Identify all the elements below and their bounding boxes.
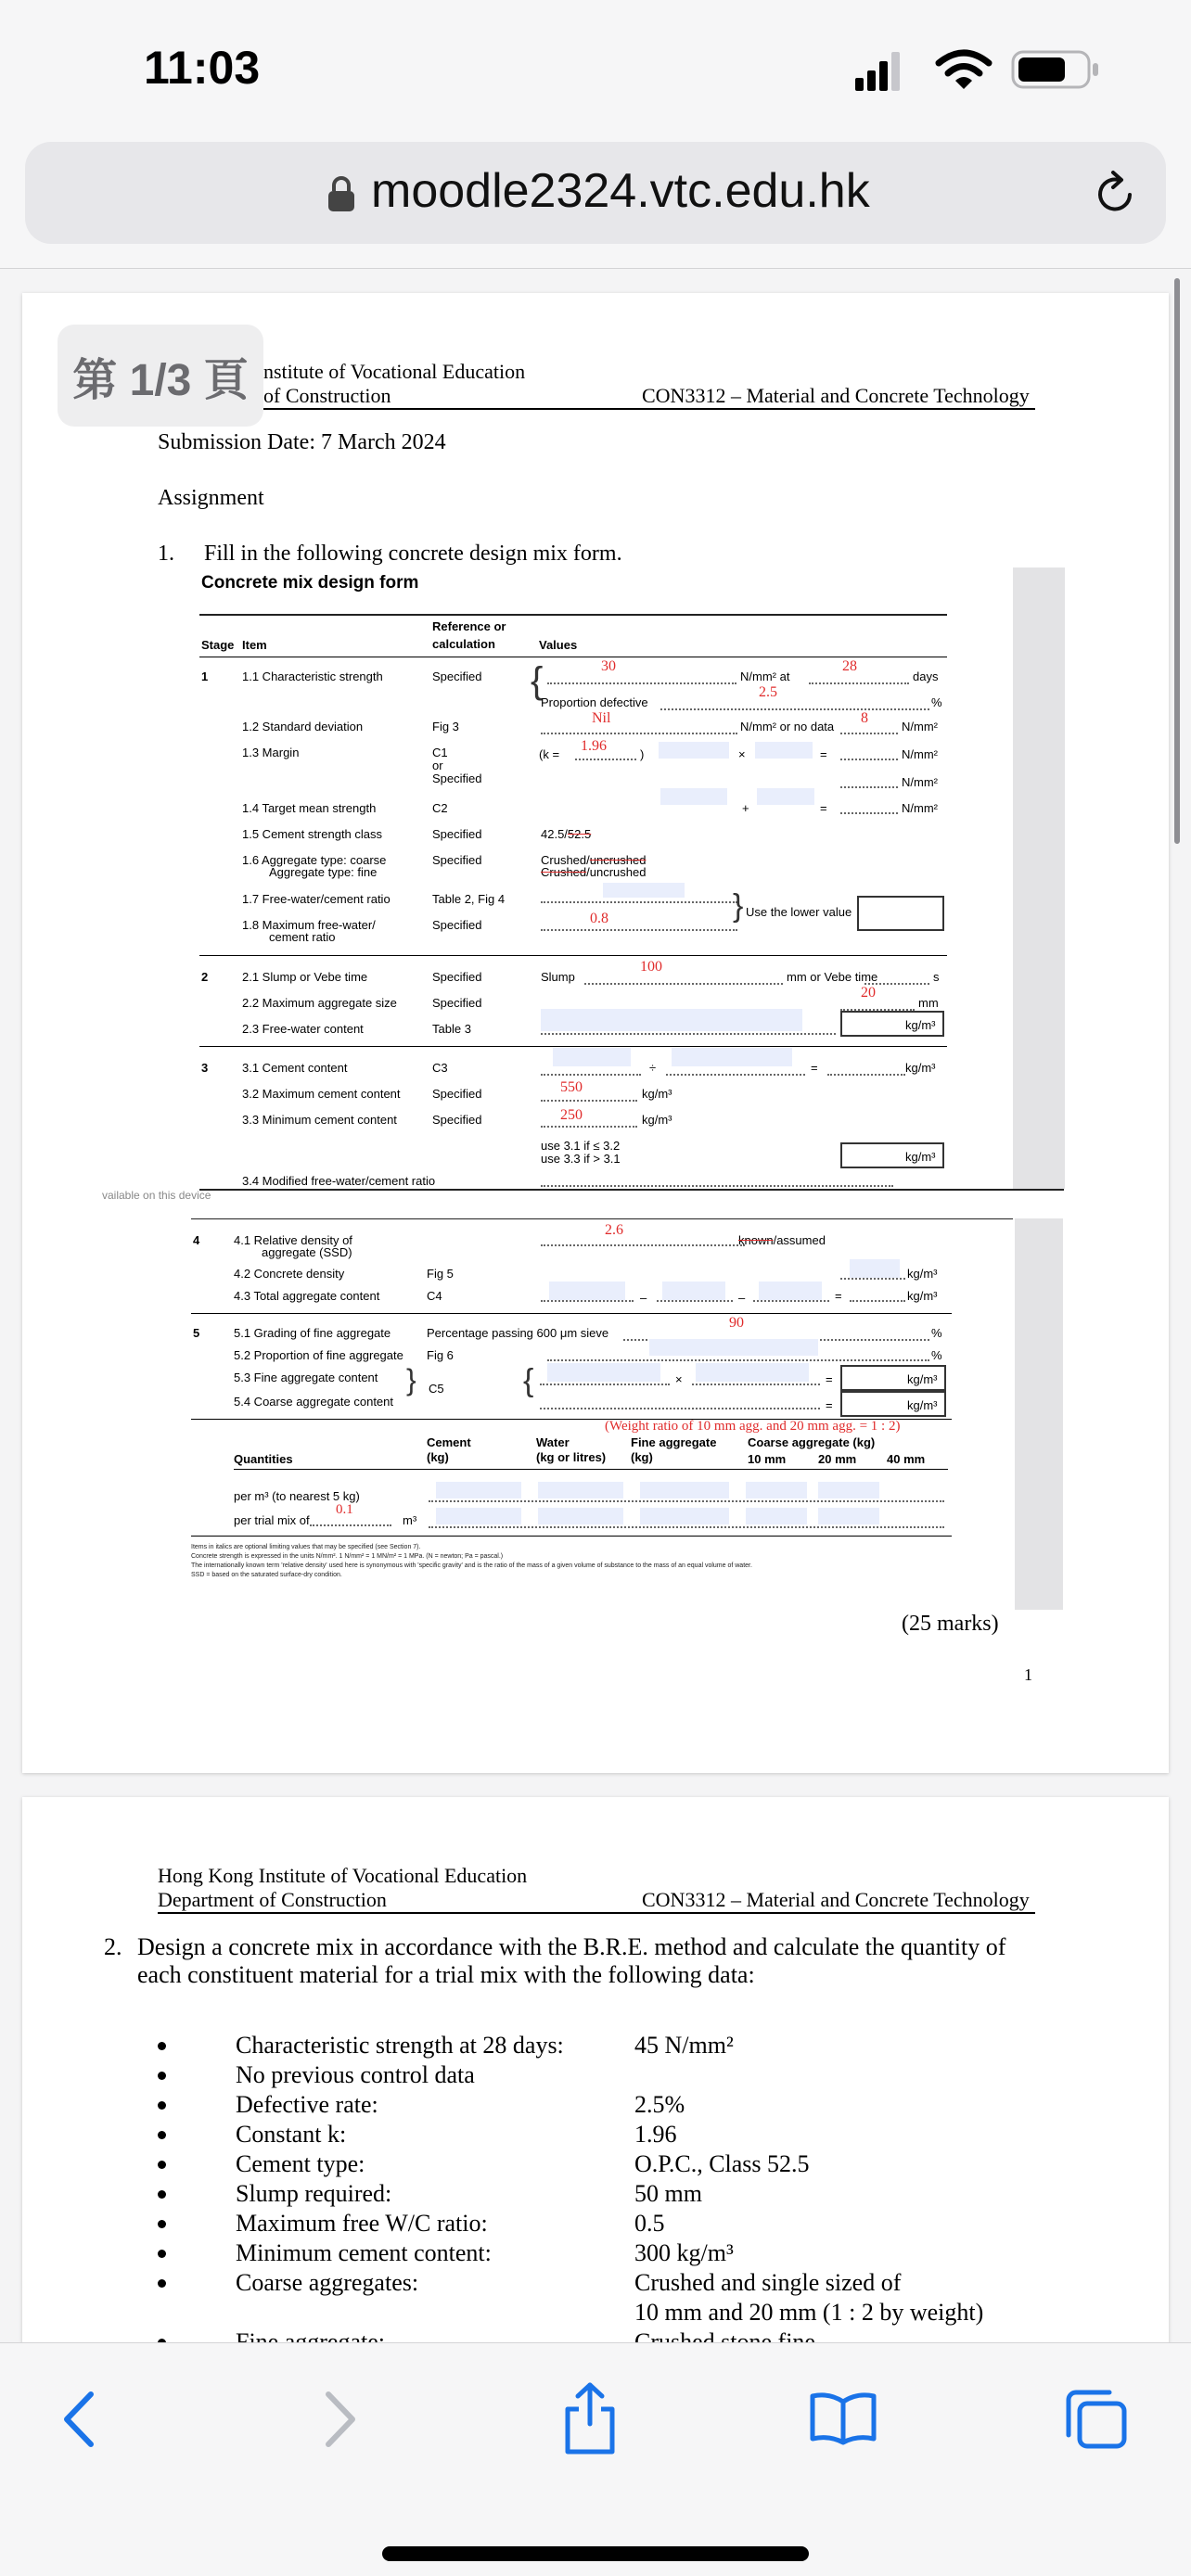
input-std-dev-2[interactable] <box>840 733 898 734</box>
answer-min-cement: 250 <box>560 1107 583 1123</box>
input-fine-b-line[interactable] <box>692 1384 820 1385</box>
input-tac-c-line[interactable] <box>753 1300 829 1302</box>
unit-cement-result: kg/m³ <box>905 1150 936 1164</box>
bullet <box>158 2161 166 2169</box>
ref-2-1: Specified <box>432 970 482 984</box>
footnote-2: Concrete strength is expressed in the units N/mm². 1 N/mm² = 1 MN/m² = 1 MPa. (N = newton; Pa = pascal.) <box>191 1553 504 1560</box>
qty-cement-unit: (kg) <box>427 1450 449 1464</box>
unit-no-data: N/mm² or no data <box>740 720 835 733</box>
ref-3-3: Specified <box>432 1113 482 1127</box>
item-1-4: 1.4 Target mean strength <box>242 801 377 815</box>
ref-2-2: Specified <box>432 996 482 1010</box>
k-close: ) <box>640 747 645 761</box>
input-tms-a[interactable] <box>660 788 727 805</box>
cement-divide: ÷ <box>649 1061 657 1075</box>
unit-fine: kg/m³ <box>907 1372 938 1386</box>
bullet <box>158 2131 166 2139</box>
stage-2-rule <box>199 1046 947 1047</box>
item-value: 0.5 <box>634 2210 665 2237</box>
stage-2: 2 <box>201 970 209 984</box>
input-k[interactable] <box>575 759 636 760</box>
cement-class-42: 42.5/ <box>541 827 568 841</box>
qty-water: Water <box>536 1435 570 1449</box>
question-1-number: 1. <box>158 542 174 566</box>
margin-times: × <box>738 747 746 761</box>
input-free-water-a[interactable] <box>541 1009 802 1031</box>
input-tac-b-line[interactable] <box>657 1300 733 1302</box>
item-1-5: 1.5 Cement strength class <box>242 827 383 841</box>
reload-icon[interactable] <box>1091 167 1141 219</box>
input-qty-10-m3[interactable] <box>746 1482 807 1498</box>
item-2-3: 2.3 Free-water content <box>242 1022 364 1036</box>
agg-fine-crushed: Crushed <box>541 865 587 879</box>
answer-char-strength: 30 <box>601 658 616 674</box>
input-free-water[interactable] <box>541 1033 836 1035</box>
p2-header-course: CON3312 – Material and Concrete Technology <box>642 1888 1030 1911</box>
p2-header-institute: Hong Kong Institute of Vocational Education <box>158 1864 528 1887</box>
agg-fine <box>541 865 646 879</box>
cellular-signal-icon <box>855 48 902 91</box>
item-label: Coarse aggregates: <box>236 2269 419 2296</box>
input-max-cement[interactable] <box>541 1100 637 1102</box>
tms-plus: + <box>742 801 749 815</box>
input-rel-density[interactable] <box>541 1244 745 1246</box>
slump-label: Slump <box>541 970 575 984</box>
answer-std-dev-2: 8 <box>861 710 868 726</box>
stage-1: 1 <box>201 670 209 683</box>
item-label: Constant k: <box>236 2121 347 2148</box>
unit-cement: kg/m³ <box>905 1061 936 1075</box>
input-fine-a[interactable] <box>547 1363 660 1382</box>
input-char-strength[interactable] <box>547 682 736 684</box>
p2-header-department: Department of Construction <box>158 1888 387 1911</box>
bullet <box>158 2279 166 2288</box>
ref-3-2: Specified <box>432 1087 482 1101</box>
ref-4-3: C4 <box>427 1289 442 1303</box>
answer-k: 1.96 <box>581 738 607 754</box>
input-density[interactable] <box>850 1259 900 1278</box>
unit-mm: mm <box>918 996 939 1010</box>
ref-1-7: Table 2, Fig 4 <box>432 892 506 906</box>
input-qty-20-m3[interactable] <box>818 1482 879 1498</box>
form-title: Concrete mix design form <box>201 573 419 593</box>
unit-min-cement: kg/m³ <box>642 1113 672 1127</box>
unit-passing: % <box>931 1326 942 1340</box>
fine-times: × <box>675 1372 683 1386</box>
input-qty-10-trial[interactable] <box>746 1508 807 1524</box>
qty-40mm: 40 mm <box>887 1452 926 1466</box>
stage-4-rule <box>191 1313 952 1314</box>
ref-3-1: C3 <box>432 1061 448 1075</box>
agg-fine-uncrushed: /uncrushed <box>586 865 647 879</box>
answer-rel-density: 2.6 <box>605 1222 623 1238</box>
brace-5: } <box>406 1363 416 1396</box>
ref-1-4: C2 <box>432 801 448 815</box>
unit-proportion: % <box>931 1348 942 1362</box>
col-reference: Reference or calculation <box>432 619 506 651</box>
unit-nmm2-at: N/mm² at <box>740 670 790 683</box>
input-qty-20-trial[interactable] <box>818 1508 879 1524</box>
page-number: 1 <box>1024 1665 1032 1684</box>
header-course: CON3312 – Material and Concrete Technology <box>642 384 1030 407</box>
assignment-heading: Assignment <box>158 486 264 510</box>
input-density-line[interactable] <box>840 1278 905 1280</box>
input-slump[interactable] <box>584 983 783 985</box>
bullet <box>158 2190 166 2199</box>
question-1-text: Fill in the following concrete design mix form. <box>204 542 622 566</box>
ref-1-3-or: or <box>432 759 443 772</box>
ref-4-2: Fig 5 <box>427 1267 454 1281</box>
qty-bottom-rule <box>191 1536 952 1537</box>
input-qty-cement-trial[interactable] <box>436 1508 521 1524</box>
input-tac-b[interactable] <box>662 1282 725 1300</box>
input-qty-fine-trial[interactable] <box>640 1508 729 1524</box>
stage-3: 3 <box>201 1061 209 1075</box>
input-tms-c[interactable] <box>840 812 898 814</box>
ref-5-2: Fig 6 <box>427 1348 454 1362</box>
scan-margin-2 <box>1015 1218 1063 1610</box>
scrollbar-thumb[interactable] <box>1174 278 1180 844</box>
item-value: 45 N/mm² <box>634 2032 734 2059</box>
ref-1-5: Specified <box>432 827 482 841</box>
url-text[interactable]: moodle2324.vtc.edu.hk <box>371 164 870 218</box>
item-3-4: 3.4 Modified free-water/cement ratio <box>242 1174 436 1188</box>
bullet <box>158 2220 166 2228</box>
margin-equals: = <box>820 747 827 761</box>
unit-density: kg/m³ <box>907 1267 938 1281</box>
input-tac-c[interactable] <box>759 1282 822 1300</box>
qty-coarse: Coarse aggregate (kg) <box>748 1435 876 1449</box>
scan-seam-top <box>199 1189 1064 1191</box>
unit-max-cement: kg/m³ <box>642 1087 672 1101</box>
input-std-dev[interactable] <box>541 733 737 734</box>
qty-fine: Fine aggregate <box>631 1435 717 1449</box>
col-item: Item <box>242 638 267 652</box>
input-cement-a[interactable] <box>553 1048 631 1066</box>
answer-trial: 0.1 <box>336 1502 353 1517</box>
use-lower: Use the lower value <box>746 905 852 919</box>
item-4-3: 4.3 Total aggregate content <box>234 1289 380 1303</box>
qty-10mm: 10 mm <box>748 1452 787 1466</box>
answer-max-wc: 0.8 <box>590 911 608 926</box>
item-4-1: 4.1 Relative density of <box>234 1233 352 1247</box>
item-value-cont: 10 mm and 20 mm (1 : 2 by weight) <box>634 2299 984 2326</box>
input-modified-wc[interactable] <box>541 1185 893 1187</box>
input-tac-d[interactable] <box>850 1300 905 1302</box>
item-label: Characteristic strength at 28 days: <box>236 2032 564 2059</box>
answer-days: 28 <box>842 658 857 674</box>
input-proportion-fine[interactable] <box>649 1339 818 1356</box>
assumed-label: /assumed <box>773 1233 826 1247</box>
item-label: Maximum free W/C ratio: <box>236 2210 488 2237</box>
unit-margin: N/mm² <box>902 747 938 761</box>
home-indicator[interactable] <box>382 2546 809 2561</box>
col-stage: Stage <box>201 638 235 652</box>
brace-5-right: { <box>523 1363 534 1398</box>
answer-passing: 90 <box>729 1315 744 1331</box>
item-label: Minimum cement content: <box>236 2239 492 2266</box>
item-label: Cement type: <box>236 2150 365 2177</box>
item-1-6: 1.6 Aggregate type: coarse <box>242 853 387 867</box>
question-2-text-2: each constituent material for a trial mix with the following data: <box>137 1961 755 1988</box>
wifi-icon <box>935 48 992 91</box>
item-2-2: 2.2 Maximum aggregate size <box>242 996 397 1010</box>
item-1-6b: Aggregate type: fine <box>269 865 378 879</box>
ref-1-1: Specified <box>432 670 482 683</box>
item-1-2: 1.2 Standard deviation <box>242 720 364 733</box>
tac-equals: = <box>835 1289 842 1303</box>
item-4-2: 4.2 Concrete density <box>234 1267 345 1281</box>
bottom-toolbar <box>0 2342 1191 2576</box>
item-1-7: 1.7 Free-water/cement ratio <box>242 892 391 906</box>
ratio-note: (Weight ratio of 10 mm agg. and 20 mm agg. = 1 : 2) <box>605 1419 901 1434</box>
input-qty-fine-m3[interactable] <box>640 1482 729 1498</box>
input-days[interactable] <box>809 682 909 684</box>
qty-water-unit: (kg or litres) <box>536 1450 607 1464</box>
item-2-1: 2.1 Slump or Vebe time <box>242 970 368 984</box>
input-cement-a-line[interactable] <box>541 1074 641 1076</box>
back-icon[interactable] <box>61 2391 98 2448</box>
per-m3-line[interactable] <box>429 1500 944 1502</box>
unit-nmm2-b: N/mm² <box>902 720 938 733</box>
agg-coarse-uncrushed: uncrushed <box>589 853 647 867</box>
stage-1-rule <box>199 955 947 956</box>
per-trial-unit: m³ <box>403 1513 417 1527</box>
answer-slump: 100 <box>640 959 662 975</box>
input-wc[interactable] <box>541 901 737 903</box>
question-2-text-1: Design a concrete mix in accordance with the B.R.E. method and calculate the quantity of <box>137 1933 1006 1960</box>
answer-defective: 2.5 <box>759 684 777 700</box>
bullet <box>158 2101 166 2110</box>
item-value: 50 mm <box>634 2180 702 2207</box>
k-label: (k = <box>539 747 560 761</box>
p2-header-rule <box>158 1912 1035 1914</box>
item-5-2: 5.2 Proportion of fine aggregate <box>234 1348 403 1362</box>
qty-20mm: 20 mm <box>818 1452 857 1466</box>
qty-fine-unit: (kg) <box>631 1450 653 1464</box>
answer-std-dev: Nil <box>592 710 611 726</box>
input-tac-a[interactable] <box>549 1282 625 1300</box>
input-cement-b[interactable] <box>672 1048 792 1066</box>
unit-margin-2: N/mm² <box>902 775 938 789</box>
brace-1-1: { <box>531 660 544 701</box>
input-trial[interactable] <box>310 1524 391 1526</box>
input-qty-cement-m3[interactable] <box>436 1482 521 1498</box>
proportion-defective: Proportion defective <box>541 695 648 709</box>
item-5-4: 5.4 Coarse aggregate content <box>234 1395 394 1409</box>
use-rule-1: use 3.1 if ≤ 3.2 <box>541 1139 621 1153</box>
item-1-3: 1.3 Margin <box>242 746 300 759</box>
unit-tac: kg/m³ <box>907 1289 938 1303</box>
item-value: 300 kg/m³ <box>634 2239 734 2266</box>
unit-days: days <box>913 670 939 683</box>
input-tac-a-line[interactable] <box>541 1300 634 1302</box>
answer-max-agg: 20 <box>861 985 876 1001</box>
footnotes <box>191 1543 1007 1580</box>
unit-coarse: kg/m³ <box>907 1398 938 1412</box>
page-indicator: 第 1/3 頁 <box>58 325 263 427</box>
qty-rule <box>234 1469 948 1470</box>
ref-2-3: Table 3 <box>432 1022 471 1036</box>
cement-class-52: 52.5 <box>567 827 592 841</box>
footnote-1: Items in italics are optional limiting values that may be specified (see Section 7). <box>191 1544 421 1550</box>
ref-1-8: Specified <box>432 918 482 932</box>
item-1-1: 1.1 Characteristic strength <box>242 670 383 683</box>
input-margin-b[interactable] <box>755 742 813 759</box>
input-qty-water-trial[interactable] <box>538 1508 623 1524</box>
item-label: Defective rate: <box>236 2091 378 2118</box>
unit-s: s <box>933 970 940 984</box>
input-margin-c[interactable] <box>840 759 898 760</box>
item-4-1b: aggregate (SSD) <box>262 1245 352 1259</box>
stage-5: 5 <box>193 1326 200 1340</box>
input-max-wc[interactable] <box>541 929 737 931</box>
tms-equals: = <box>820 801 827 815</box>
cement-equals: = <box>811 1061 818 1075</box>
form-top-rule <box>199 614 947 616</box>
item-value: Crushed and single sized of <box>634 2269 902 2296</box>
item-value: O.P.C., Class 52.5 <box>634 2150 810 2177</box>
input-cement-b-line[interactable] <box>666 1074 805 1076</box>
bullet <box>158 2250 166 2258</box>
tac-minus-1: – <box>640 1291 647 1305</box>
lock-icon <box>327 174 356 213</box>
input-defective[interactable] <box>660 708 929 710</box>
ref-5-3: C5 <box>429 1382 444 1396</box>
per-trial-line[interactable] <box>429 1526 944 1528</box>
per-m3: per m³ (to nearest 5 kg) <box>234 1489 360 1503</box>
scan-margin <box>1013 567 1065 1189</box>
unit-free-water: kg/m³ <box>905 1018 936 1032</box>
ref-5-1: Percentage passing 600 μm sieve <box>427 1326 609 1340</box>
item-1-8b: cement ratio <box>269 930 336 944</box>
input-margin-a[interactable] <box>659 742 729 759</box>
footnote-3: The internationally known term 'relative density' used here is synonymous with 'specific gravity' and is the ratio of the mass of a given volume of substance to the mass of an equal volume of water. <box>191 1562 752 1569</box>
status-time: 11:03 <box>144 42 261 94</box>
input-proportion-line[interactable] <box>547 1359 929 1361</box>
input-qty-water-m3[interactable] <box>538 1482 623 1498</box>
qty-cement: Cement <box>427 1435 471 1449</box>
input-wc-result[interactable] <box>857 896 944 931</box>
item-label: No previous control data <box>236 2061 475 2088</box>
item-3-1: 3.1 Cement content <box>242 1061 348 1075</box>
item-1-8: 1.8 Maximum free-water/ <box>242 918 376 932</box>
item-5-1: 5.1 Grading of fine aggregate <box>234 1326 391 1340</box>
item-label: Slump required: <box>236 2180 392 2207</box>
input-min-cement[interactable] <box>541 1126 637 1128</box>
input-margin-d[interactable] <box>840 786 898 788</box>
stage-4: 4 <box>193 1233 200 1247</box>
agg-coarse-crushed: Crushed/ <box>541 853 590 867</box>
tabs-icon[interactable] <box>1063 2389 1128 2450</box>
brace-1-7: } <box>733 888 744 924</box>
ref-1-6: Specified <box>432 853 482 867</box>
footnote-4: SSD = based on the saturated surface-dry condition. <box>191 1572 342 1578</box>
clipped-notice: vailable on this device <box>102 1189 211 1202</box>
quantities-label: Quantities <box>234 1452 293 1466</box>
item-value: 1.96 <box>634 2121 677 2148</box>
input-cement-c[interactable] <box>827 1074 905 1076</box>
input-wc-a[interactable] <box>603 883 685 898</box>
question-2-number: 2. <box>104 1933 122 1960</box>
bullet <box>158 2042 166 2050</box>
ref-1-2: Fig 3 <box>432 720 459 733</box>
submission-date: Submission Date: 7 March 2024 <box>158 430 446 454</box>
coarse-equals: = <box>826 1398 833 1412</box>
unit-tms: N/mm² <box>902 801 938 815</box>
header-institute: nstitute of Vocational Education <box>263 360 526 383</box>
item-5-3: 5.3 Fine aggregate content <box>234 1371 378 1384</box>
input-fine-a-line[interactable] <box>540 1384 670 1385</box>
col-values: Values <box>539 638 578 652</box>
ref-1-3: C1 <box>432 746 448 759</box>
item-value: 2.5% <box>634 2091 685 2118</box>
unit-percent: % <box>931 695 942 709</box>
tac-minus-2: – <box>738 1291 746 1305</box>
header-department: of Construction <box>263 384 391 407</box>
item-3-2: 3.2 Maximum cement content <box>242 1087 401 1101</box>
use-rule-2: use 3.3 if > 3.1 <box>541 1152 621 1166</box>
per-trial: per trial mix of <box>234 1513 310 1527</box>
share-icon[interactable] <box>562 2381 618 2455</box>
unit-vebe: mm or Vebe time <box>787 970 878 984</box>
input-coarse[interactable] <box>540 1408 820 1409</box>
input-tms-b[interactable] <box>757 788 814 805</box>
header-rule <box>263 408 1035 410</box>
answer-max-cement: 550 <box>560 1079 583 1095</box>
scan-seam-bottom <box>191 1218 1013 1219</box>
marks: (25 marks) <box>902 1612 999 1636</box>
known-label: known <box>738 1233 774 1247</box>
forward-icon[interactable] <box>321 2391 358 2448</box>
known-assumed <box>738 1233 826 1247</box>
fine-equals: = <box>826 1372 833 1386</box>
cement-class <box>541 827 591 841</box>
bullet <box>158 2072 166 2080</box>
bookmarks-icon[interactable] <box>809 2391 877 2446</box>
item-3-3: 3.3 Minimum cement content <box>242 1113 397 1127</box>
input-fine-b[interactable] <box>696 1363 809 1382</box>
ref-1-3-specified: Specified <box>432 772 482 785</box>
battery-icon <box>1011 48 1100 91</box>
